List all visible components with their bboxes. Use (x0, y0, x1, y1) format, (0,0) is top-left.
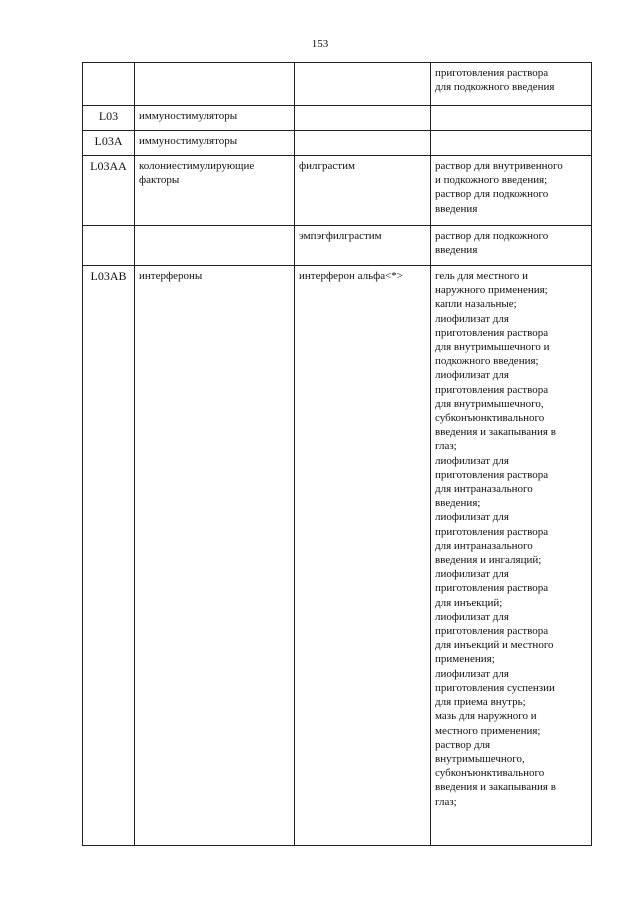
table-row (83, 266, 592, 846)
pharmacological-group-cell: интерфероны (135, 266, 295, 846)
dosage-form-cell: раствор для подкожного введения (431, 226, 592, 266)
atc-code-cell: L03 (83, 106, 135, 131)
table-row (83, 63, 592, 106)
page-number: 153 (311, 38, 329, 50)
dosage-form-cell (431, 106, 592, 131)
atc-code-cell: L03AA (83, 156, 135, 226)
table-row (83, 131, 592, 156)
dosage-form-cell: приготовления раствора для подкожного введения (431, 63, 592, 106)
table-row (83, 106, 592, 131)
atc-code-cell: L03AB (83, 266, 135, 846)
atc-code-cell: L03A (83, 131, 135, 156)
drug-name-cell (295, 131, 431, 156)
dosage-form-cell (431, 131, 592, 156)
drug-name-cell: эмпэгфилграстим (295, 226, 431, 266)
dosage-form-cell: раствор для внутривенного и подкожного введения; раствор для подкожного введения (431, 156, 592, 226)
atc-code-cell (83, 226, 135, 266)
atc-code-cell (83, 63, 135, 106)
drug-table (82, 62, 592, 846)
pharmacological-group-cell: колониестимулирующие факторы (135, 156, 295, 226)
pharmacological-group-cell: иммуностимуляторы (135, 106, 295, 131)
pharmacological-group-cell: иммуностимуляторы (135, 131, 295, 156)
drug-name-cell: филграстим (295, 156, 431, 226)
table-row (83, 156, 592, 226)
dosage-form-cell: гель для местного и наружного применения; капли назальные; лиофилизат для приготовления раствора для внутримышечного и подкожного введения; лиофилизат для приготовления раствора для внутримышечного, субконъюнктивального введения и закапывания в глаз; лиофилизат для приготовления раствора для интраназального введения; лиофилизат для приготовления раствора для интраназального введения и ингаляций; лиофилизат для приготовления раствора для инъекций; лиофилизат для приготовления раствора для инъекций и местного применения; лиофилизат для приготовления суспензии для приема внутрь; мазь для наружного и местного применения; раствор для внутримышечного, субконъюнктивального введения и закапывания в глаз; (431, 266, 592, 846)
pharmacological-group-cell (135, 226, 295, 266)
pharmacological-group-cell (135, 63, 295, 106)
drug-name-cell (295, 106, 431, 131)
drug-name-cell: интерферон альфа<*> (295, 266, 431, 846)
drug-name-cell (295, 63, 431, 106)
table-row (83, 226, 592, 266)
